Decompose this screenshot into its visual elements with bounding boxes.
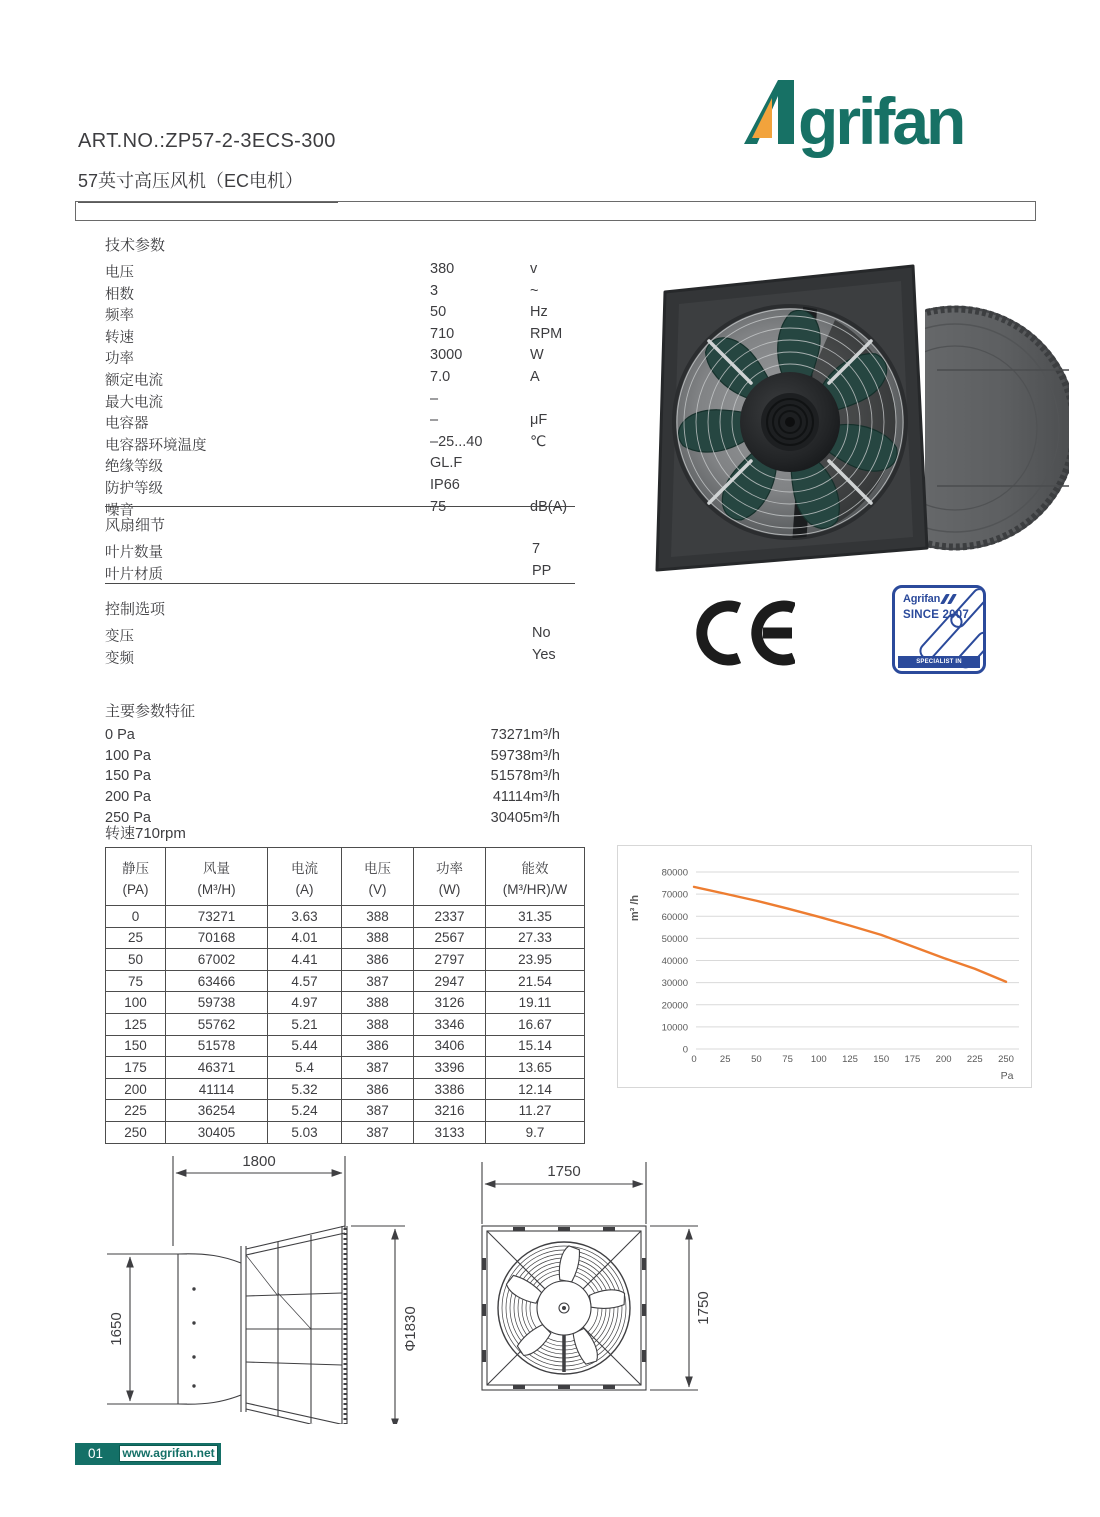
table-cell: 27.33 [486,927,585,949]
table-row [106,992,585,1014]
main-features-section [105,700,575,830]
side-width-dim: 1800 [242,1153,276,1170]
table-row [106,970,585,992]
param-row [105,455,575,477]
table-cell: 55762 [166,1013,268,1035]
param-label: 电容器环境温度 [105,437,207,454]
tech-params-rows [105,261,575,520]
param-value: 3000 [430,347,463,364]
table-cell: 59738 [166,992,268,1014]
param-value: IP66 [430,476,460,493]
svg-text:150: 150 [873,1054,890,1065]
table-cell: 387 [342,1100,414,1122]
table-cell: 3216 [414,1100,486,1122]
table-row [106,1035,585,1057]
front-view-drawing [468,1146,733,1429]
svg-text:0: 0 [682,1044,688,1056]
table-cell: 388 [342,1013,414,1035]
table-cell: 67002 [166,949,268,971]
svg-text:50000: 50000 [661,933,688,945]
table-cell: 3406 [414,1035,486,1057]
agrifan-badge [892,585,986,674]
param-row [105,283,575,305]
table-cell: 36254 [166,1100,268,1122]
table-cell: 386 [342,1078,414,1100]
table-cell: 73271 [166,906,268,928]
param-row [105,326,575,348]
table-cell: 387 [342,1121,414,1143]
svg-text:20000: 20000 [661,1000,688,1012]
svg-text:0: 0 [691,1054,697,1065]
table-cell: 4.01 [268,927,342,949]
front-width-dim: 1750 [547,1163,581,1180]
param-label: 频率 [105,308,134,325]
main-features-title: 主要参数特征 [105,703,196,720]
table-row [106,1100,585,1122]
table-cell: 3396 [414,1057,486,1079]
table-cell: 2567 [414,927,486,949]
svg-text:225: 225 [966,1054,983,1065]
table-cell: 13.65 [486,1057,585,1079]
param-row [105,369,575,391]
param-unit: v [530,261,538,277]
feature-row [105,789,560,810]
table-row [106,1013,585,1035]
article-number: ART.NO.:ZP57-2-3ECS-300 [78,130,336,152]
param-unit: ℃ [530,433,547,450]
param-value: – [430,390,439,407]
table-cell: 2337 [414,906,486,928]
table-cell: 30405 [166,1121,268,1143]
table-cell: 23.95 [486,949,585,971]
param-value: 7 [532,541,541,557]
table-cell: 125 [106,1013,166,1035]
feature-row [105,748,560,769]
table-cell: 5.4 [268,1057,342,1079]
param-label: 噪音 [105,502,134,519]
table-cell: 31.35 [486,906,585,928]
param-row [105,647,575,669]
param-unit: Hz [530,304,548,321]
param-label: 功率 [105,351,134,368]
param-row [105,434,575,456]
svg-text:m³ /h: m³ /h [629,894,641,922]
feature-label: 0 Pa [105,727,135,743]
table-cell: 150 [106,1035,166,1057]
svg-text:70000: 70000 [661,889,688,901]
table-cell: 5.24 [268,1100,342,1122]
param-row [105,477,575,499]
svg-text:30000: 30000 [661,978,688,990]
feature-value: 59738m³/h [490,747,560,764]
tech-params-title: 技术参数 [105,237,166,254]
svg-text:75: 75 [782,1054,793,1065]
svg-text:10000: 10000 [661,1022,688,1034]
feature-value: 73271m³/h [490,727,560,743]
param-label: 额定电流 [105,372,163,389]
param-label: 最大电流 [105,394,163,411]
table-cell: 225 [106,1100,166,1122]
param-unit: RPM [530,325,563,342]
page-number: 01 [88,1446,104,1461]
feature-value: 51578m³/h [490,768,560,785]
param-unit: μF [530,412,548,429]
logo-a-orange-triangle [752,98,772,138]
main-features-rows [105,727,575,830]
param-label: 电压 [105,265,134,281]
table-cell: 19.11 [486,992,585,1014]
feature-row [105,768,560,789]
table-cell: 16.67 [486,1013,585,1035]
table-cell: 3126 [414,992,486,1014]
table-cell: 387 [342,970,414,992]
footer-bar [75,1443,221,1465]
section-divider [105,506,575,507]
table-cell: 200 [106,1078,166,1100]
param-value: 50 [430,304,447,321]
product-title: 57英寸高压风机（EC电机） [78,167,338,203]
param-value: 710 [430,325,455,342]
svg-text:40000: 40000 [661,956,688,967]
table-cell: 5.32 [268,1078,342,1100]
tech-params-section [105,234,575,520]
side-height-dim: 1650 [108,1312,125,1346]
product-photo [645,250,1069,591]
table-cell: 175 [106,1057,166,1079]
param-value: Yes [532,646,556,663]
table-cell: 100 [106,992,166,1014]
table-row [106,949,585,971]
param-unit: dB(A) [530,498,568,515]
svg-text:50: 50 [751,1054,762,1065]
svg-text:175: 175 [904,1054,921,1065]
table-cell: 388 [342,992,414,1014]
param-label: 叶片数量 [105,545,163,561]
table-cell: 3133 [414,1121,486,1143]
svg-text:125: 125 [842,1054,858,1065]
table-header-row: 静压 (PA) 风量 (M³/H) 电流 (A) 电压 (V) 功率 (W) 能效 (M³/HR)/W [106,848,585,906]
param-label: 叶片材质 [105,566,163,583]
agrifan-logo [744,80,1036,171]
table-cell: 46371 [166,1057,268,1079]
param-label: 相数 [105,286,134,303]
table-cell: 250 [106,1121,166,1143]
param-value: No [532,625,551,641]
svg-text:80000: 80000 [661,867,688,879]
table-cell: 3386 [414,1078,486,1100]
feature-label: 250 Pa [105,809,151,826]
feature-label: 100 Pa [105,747,151,764]
param-value: – [430,412,439,429]
param-row [105,625,575,647]
table-cell: 9.7 [486,1121,585,1143]
table-cell: 21.54 [486,970,585,992]
table-cell: 25 [106,927,166,949]
feature-label: 200 Pa [105,789,151,806]
table-cell: 4.41 [268,949,342,971]
param-unit: W [530,347,544,364]
performance-table [105,847,585,1144]
table-cell: 50 [106,949,166,971]
badge-brand: Agrifan [903,593,941,605]
speed-note: 转速710rpm [105,825,186,842]
param-label: 电容器 [105,416,149,433]
svg-text:200: 200 [935,1054,952,1065]
svg-text:Pa: Pa [1000,1070,1014,1082]
table-cell: 75 [106,970,166,992]
logo-wordmark: grifan [798,84,964,158]
table-row [106,927,585,949]
table-cell: 2797 [414,949,486,971]
param-value: 75 [430,498,447,515]
table-cell: 2947 [414,970,486,992]
param-label: 转速 [105,329,134,346]
table-cell: 12.14 [486,1078,585,1100]
param-row [105,261,575,283]
badge-since: SINCE 2007 [903,609,969,621]
svg-text:25: 25 [719,1054,731,1065]
fan-details-rows [105,541,575,584]
table-cell: 0 [106,906,166,928]
param-label: 变压 [105,629,134,645]
table-cell: 386 [342,1035,414,1057]
table-cell: 70168 [166,927,268,949]
badge-tagline: SPECIALIST IN VENTILATION [898,656,980,668]
param-label: 变频 [105,650,134,667]
table-cell: 387 [342,1057,414,1079]
fan-details-title: 风扇细节 [105,517,166,534]
ce-mark [693,597,795,674]
table-cell: 41114 [166,1078,268,1100]
control-options-rows [105,625,575,668]
performance-chart [617,845,1032,1088]
param-value: 7.0 [430,368,451,385]
param-row [105,541,575,563]
side-diameter-dim: Φ1830 [402,1306,419,1352]
table-cell: 388 [342,927,414,949]
section-divider [105,583,575,584]
table-row [106,1078,585,1100]
param-label: 绝缘等级 [105,459,163,476]
front-height-dim: 1750 [695,1291,712,1325]
table-row [106,906,585,928]
control-options-title: 控制选项 [105,601,166,618]
feature-value: 41114m³/h [492,789,560,806]
param-unit: ~ [530,282,539,299]
table-row [106,1121,585,1143]
table-cell: 5.44 [268,1035,342,1057]
side-view-drawing [95,1146,515,1429]
param-value: 3 [430,282,439,299]
table-cell: 5.21 [268,1013,342,1035]
fan-details-section [105,514,575,584]
param-value: PP [532,562,552,579]
param-unit: A [530,368,540,385]
param-label: 防护等级 [105,480,163,497]
svg-text:250: 250 [998,1054,1014,1065]
feature-label: 150 Pa [105,768,151,785]
table-cell: 3346 [414,1013,486,1035]
param-row [105,347,575,369]
table-cell: 11.27 [486,1100,585,1122]
table-cell: 15.14 [486,1035,585,1057]
param-value: 380 [430,261,455,277]
table-cell: 3.63 [268,906,342,928]
table-row [106,1057,585,1079]
table-cell: 5.03 [268,1121,342,1143]
title-underline-box [75,201,1036,221]
table-cell: 63466 [166,970,268,992]
control-options-section [105,598,575,668]
svg-text:60000: 60000 [661,911,688,923]
table-cell: 4.97 [268,992,342,1014]
table-cell: 386 [342,949,414,971]
table-cell: 51578 [166,1035,268,1057]
param-value: –25...40 [430,433,483,450]
param-row [105,563,575,585]
table-cell: 388 [342,906,414,928]
website-link[interactable]: www.agrifan.net [119,1445,218,1462]
feature-value: 30405m³/h [490,809,560,826]
param-row [105,304,575,326]
svg-text:100: 100 [810,1054,827,1065]
feature-row [105,727,560,748]
param-row [105,391,575,413]
param-value: GL.F [430,455,463,472]
param-row [105,412,575,434]
table-cell: 4.57 [268,970,342,992]
